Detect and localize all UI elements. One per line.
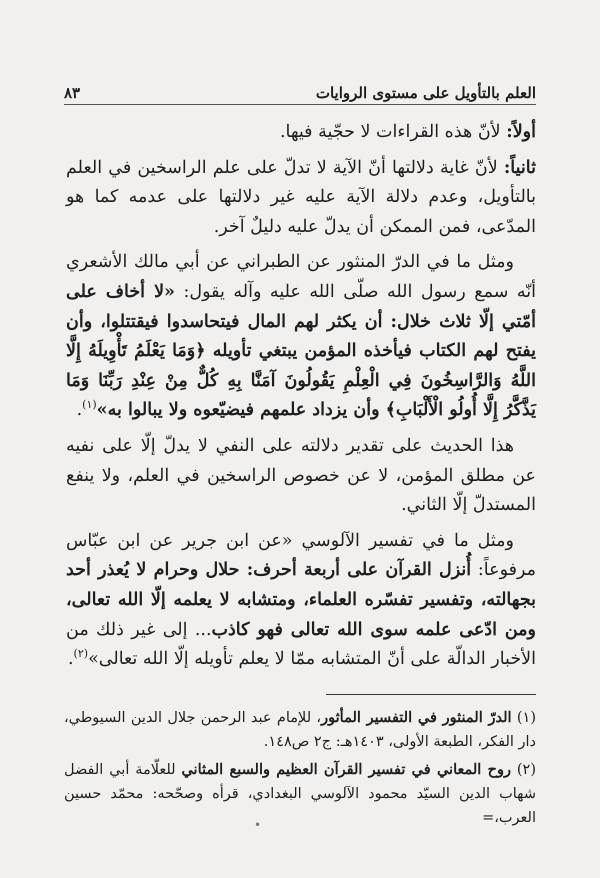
paragraph-alusi-tafsir <box>66 527 536 675</box>
hadith-text: «لا أخاف على أمّتي إلّا ثلاث خلال: أن يكثر لهم المال فيتحاسدوا فيقتتلوا، وأن يفتح لهم الكتاب فيأخذه المؤمن يبتغي تأويله <box>66 281 536 362</box>
period: . <box>76 400 83 421</box>
footnote-2-source: روح المعاني في تفسير القرآن العظيم والسبع المثاني <box>181 761 511 778</box>
alusi-quote: أُنزل القرآن على أربعة أحرف: حلال وحرام لا يُعذر أحد بجهالته، وتفسير تفسّره العلماء، ومتشابه لا يعلمه إلّا الله تعالى، ومن ادّعى علمه سوى الله تعالى فهو كاذب <box>66 560 536 640</box>
alusi-continuation: ... إلى غير ذلك من الأخبار الدالّة على أنّ المتشابه ممّا لا يعلم تأويله إلّا الله تعالى» <box>66 619 536 670</box>
paragraph-second-reason <box>66 154 536 243</box>
main-text <box>66 118 536 681</box>
footnote-1 <box>64 706 536 754</box>
first-label: أولاً: <box>506 122 536 142</box>
hadith-ending: وأن يزداد علمهم فيضيّعوه ولا يبالوا به» <box>96 400 380 421</box>
running-header <box>64 76 536 105</box>
period: . <box>67 649 74 670</box>
footnote-2-number: (٢) <box>511 762 536 778</box>
footnote-separator <box>326 694 536 695</box>
second-label: ثانياً: <box>503 157 536 178</box>
alusi-intro: ومثل ما في تفسير الآلوسي «عن ابن جرير عن ابن عبّاس مرفوعاً: <box>66 530 537 581</box>
paragraph-tabarani-hadith <box>66 248 536 426</box>
page-number: ٨٣ <box>64 84 81 102</box>
footnote-1-number: (١) <box>511 710 536 726</box>
footnote-2 <box>64 758 536 830</box>
footnote-1-text: ، للإمام عبد الرحمن جلال الدين السيوطي، دار الفكر، الطبعة الأولى، ١٤٠٣هـ: ج٢ ص١٤٨. <box>64 710 536 750</box>
footnote-1-source: الدرّ المنثور في التفسير المأثور <box>321 709 512 726</box>
page-bottom-mark: • <box>254 818 262 832</box>
paragraph-hadith-analysis <box>66 432 536 521</box>
footnotes <box>64 706 536 834</box>
second-text: لأنّ غاية دلالتها أنّ الآية لا تدلّ على علم الراسخين في العلم بالتأويل، وعدم دلالة الآية عليه غير دلالتها على عدمه كما هو المدّعى، فمن الممكن أن يدلّ عليه دليلٌ آخر. <box>66 157 536 237</box>
first-text: لأنّ هذه القراءات لا حجّية فيها. <box>279 122 507 142</box>
analysis-text: هذا الحديث على تقدير دلالته على النفي لا يدلّ إلّا على نفيه عن مطلق المؤمن، لا عن خصوص الراسخين في العلم، ولا ينفع المستدلّ إلّا الثاني. <box>66 435 536 516</box>
hadith-intro: ومثل ما في الدرّ المنثور عن الطبراني عن أبي مالك الأشعري أنّه سمع رسول الله صلّى الله عليه وآله يقول: <box>66 252 536 302</box>
quran-verse: ﴿وَمَا يَعْلَمُ تَأْوِيلَهُ إِلَّا اللَّهُ وَالرَّاسِخُونَ فِي الْعِلْمِ يَقُولُونَ آمَنَّا بِهِ كُلٌّ مِنْ عِنْدِ رَبِّنَا وَمَا يَذَّكَّرُ إِلَّا أُولُو الْأَلْبَابِ﴾ <box>66 341 536 421</box>
footnote-ref-2[interactable]: (٢) <box>73 647 89 661</box>
footnote-2-text: للعلّامة أبي الفضل شهاب الدين السيّد محمود الآلوسي البغدادي، قرأه وصحّحه: محمّد حسين العرب،= <box>64 762 536 826</box>
footnote-ref-1[interactable]: (١) <box>82 398 97 412</box>
chapter-title: العلم بالتأويل على مستوى الروايات <box>315 84 536 102</box>
paragraph-first-reason <box>66 118 536 148</box>
